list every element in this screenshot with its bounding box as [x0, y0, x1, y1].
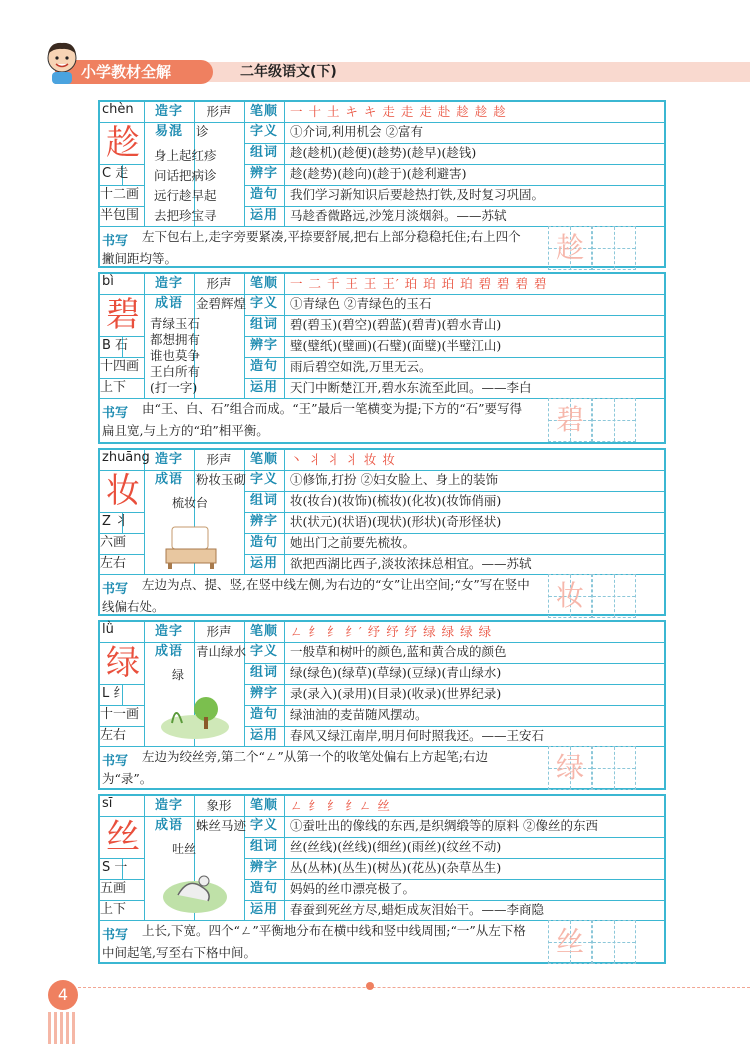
stroke-count: 十四画 [100, 359, 140, 374]
stroke-order: 一 二 千 王 王 王′ 珀 珀 珀 珀 碧 碧 碧 碧 [290, 276, 548, 291]
label-zaozi: 造字 [154, 624, 183, 639]
green-landscape-image [158, 666, 232, 744]
label-shuxie: 书写 [102, 928, 129, 943]
second-value: 诊 [196, 124, 209, 139]
label-zaozi: 造字 [154, 276, 183, 291]
pinyin: chèn [102, 102, 134, 117]
label-bianzi: 辨字 [249, 514, 278, 529]
practice-grid: 趁 [548, 226, 592, 270]
label-zuci: 组词 [249, 317, 278, 332]
stroke-count: 五画 [100, 881, 127, 896]
label-shuxie: 书写 [102, 406, 129, 421]
page-header [0, 58, 750, 86]
usage-quote: 马趁香微路远,沙笼月淡烟斜。——苏轼 [290, 208, 507, 223]
main-character: 妆 [106, 471, 140, 511]
practice-grid: 绿 [548, 746, 592, 790]
page-number: 4 [48, 980, 78, 1010]
second-value: 青山绿水 [196, 644, 247, 659]
riddle-line: 谁也莫争 [150, 348, 201, 363]
label-zuci: 组词 [249, 493, 278, 508]
distinguish: 璧(璧纸)(璧画)(石璧)(面璧)(半璧江山) [290, 338, 502, 353]
zaozi-value: 形声 [206, 276, 232, 291]
example-sentence: 妈妈的丝巾漂亮极了。 [290, 881, 416, 896]
character-card-bi [98, 272, 666, 444]
riddle-line: 王白所有 [150, 364, 201, 379]
character-card-zhuang [98, 448, 666, 616]
main-character: 丝 [106, 817, 140, 857]
stroke-order: 一 十 土 キ キ 走 走 走 赴 趁 趁 趁 [290, 104, 507, 119]
label-second: 易混 [154, 124, 183, 139]
book-title: 二年级语文(下) [240, 64, 337, 80]
writing-tip: 左下包右上,走字旁要紧凑,平捺要舒展,把右上部分稳稳托住;右上四个撇间距均等。 [102, 229, 521, 266]
stroke-count: 十二画 [100, 187, 140, 202]
zaozi-value: 象形 [206, 798, 232, 813]
label-zuci: 组词 [249, 839, 278, 854]
second-value: 蛛丝马迹 [196, 818, 247, 833]
label-zaoju: 造句 [249, 359, 278, 374]
practice-grid-empty [592, 920, 636, 964]
silkworm-image [158, 840, 232, 918]
word-groups: 丝(丝线)(丝线)(细丝)(雨丝)(纹丝不动) [290, 839, 502, 854]
word-groups: 妆(妆台)(妆饰)(梳妆)(化妆)(妆饰俏丽) [290, 493, 502, 508]
dressing-table-image [158, 494, 228, 572]
practice-grid: 丝 [548, 920, 592, 964]
footer-stripes [48, 1012, 78, 1044]
radical: S 一 [102, 860, 128, 875]
main-character: 绿 [106, 643, 140, 683]
radical: B 石 [102, 338, 129, 353]
meaning: ①蚕吐出的像线的东西,是织绸缎等的原料 ②像丝的东西 [290, 818, 598, 833]
distinguish: 丛(丛林)(丛生)(树丛)(花丛)(杂草丛生) [290, 860, 502, 875]
second-value: 金碧辉煌 [196, 296, 247, 311]
distinguish: 状(状元)(状语)(现状)(形状)(奇形怪状) [290, 514, 502, 529]
practice-grid: 碧 [548, 398, 592, 442]
label-bianzi: 辨字 [249, 166, 278, 181]
writing-tip: 由“王、白、石”组合而成。“王”最后一笔横变为提;下方的“石”要写得扁且宽,与上方的“珀”相平衡。 [102, 401, 523, 438]
radical: L 纟 [102, 686, 127, 701]
meaning: ①青绿色 ②青绿色的玉石 [290, 296, 432, 311]
structure: 左右 [100, 556, 127, 571]
structure: 上下 [100, 380, 127, 395]
riddle-line: 青绿玉石 [150, 316, 201, 331]
stroke-order: 丶 丬 丬 丬 妆 妆 [290, 452, 396, 467]
label-bishun: 笔顺 [249, 104, 278, 119]
stroke-count: 六画 [100, 535, 127, 550]
label-bishun: 笔顺 [249, 452, 278, 467]
word-groups: 碧(碧玉)(碧空)(碧蓝)(碧青)(碧水青山) [290, 317, 502, 332]
example-sentence: 绿油油的麦苗随风摆动。 [290, 707, 428, 722]
label-bianzi: 辨字 [249, 338, 278, 353]
practice-grid-empty [592, 226, 636, 270]
image-caption: 梳妆台 [172, 496, 209, 510]
image-caption: 绿 [172, 668, 185, 682]
meaning: ①修饰,打扮 ②妇女脸上、身上的装饰 [290, 472, 498, 487]
zaozi-value: 形声 [206, 104, 232, 119]
second-value: 粉妆玉砌 [196, 472, 247, 487]
meaning: ①介词,利用机会 ②富有 [290, 124, 423, 139]
label-zixi: 字义 [249, 124, 278, 139]
practice-grid-empty [592, 574, 636, 618]
riddle-line: 问话把病诊 [154, 168, 217, 183]
structure: 半包围 [100, 208, 140, 223]
meaning: 一般草和树叶的颜色,蓝和黄合成的颜色 [290, 644, 507, 659]
word-groups: 趁(趁机)(趁便)(趁势)(趁早)(趁钱) [290, 145, 477, 160]
stroke-order: ㄥ 纟 纟 纟′ 纾 纾 纾 绿 绿 绿 绿 [290, 624, 493, 639]
footer-line [78, 987, 750, 988]
distinguish: 趁(趁势)(趁向)(趁于)(趁利避害) [290, 166, 467, 181]
label-zaozi: 造字 [154, 452, 183, 467]
zaozi-value: 形声 [206, 452, 232, 467]
label-bianzi: 辨字 [249, 686, 278, 701]
label-second: 成语 [154, 296, 183, 311]
example-sentence: 雨后碧空如洗,万里无云。 [290, 359, 432, 374]
riddle-line: 去把珍宝寻 [154, 208, 217, 223]
label-bishun: 笔顺 [249, 624, 278, 639]
label-zaoju: 造句 [249, 187, 278, 202]
structure: 上下 [100, 902, 127, 917]
main-character: 碧 [106, 295, 140, 335]
series-banner: 小学教材全解 [55, 60, 213, 84]
label-bianzi: 辨字 [249, 860, 278, 875]
practice-grid: 妆 [548, 574, 592, 618]
writing-tip: 左边为点、提、竖,在竖中线左侧,为右边的“女”让出空间;“女”写在竖中线偏右处。 [102, 577, 530, 614]
structure: 左右 [100, 728, 127, 743]
riddle-line: (打一字) [150, 380, 198, 395]
character-card-chen [98, 100, 666, 268]
label-second: 成语 [154, 472, 183, 487]
usage-quote: 天门中断楚江开,碧水东流至此回。——李白 [290, 380, 532, 395]
label-second: 成语 [154, 644, 183, 659]
usage-quote: 欲把西湖比西子,淡妆浓抹总相宜。——苏轼 [290, 556, 532, 571]
footer-dot [366, 982, 374, 990]
image-caption: 吐丝 [172, 842, 197, 856]
practice-grid-empty [592, 398, 636, 442]
riddle-line: 身上起红疹 [154, 148, 217, 163]
label-yunyong: 运用 [249, 556, 278, 571]
label-bishun: 笔顺 [249, 798, 278, 813]
label-zixi: 字义 [249, 296, 278, 311]
character-card-lv [98, 620, 666, 790]
riddle [150, 316, 200, 396]
pinyin: zhuāng [102, 450, 150, 465]
writing-tip: 上长,下宽。四个“ㄥ”平衡地分布在横中线和竖中线周围;“一”从左下格中间起笔,写至右下格中间。 [102, 923, 526, 960]
label-yunyong: 运用 [249, 728, 278, 743]
label-zaoju: 造句 [249, 881, 278, 896]
practice-grid-empty [592, 746, 636, 790]
label-zuci: 组词 [249, 145, 278, 160]
label-yunyong: 运用 [249, 380, 278, 395]
pinyin: sī [102, 796, 113, 811]
label-zixi: 字义 [249, 818, 278, 833]
pinyin: lǜ [102, 622, 114, 637]
label-yunyong: 运用 [249, 208, 278, 223]
label-yunyong: 运用 [249, 902, 278, 917]
label-bishun: 笔顺 [249, 276, 278, 291]
usage-quote: 春蚕到死丝方尽,蜡炬成灰泪始干。——李商隐 [290, 902, 544, 917]
label-shuxie: 书写 [102, 754, 129, 769]
mascot-boy-icon [40, 40, 84, 86]
label-zaozi: 造字 [154, 798, 183, 813]
label-shuxie: 书写 [102, 582, 129, 597]
label-zaoju: 造句 [249, 535, 278, 550]
riddle-line: 都想拥有 [150, 332, 201, 347]
pinyin: bì [102, 274, 114, 289]
main-character: 趁 [106, 123, 140, 163]
label-zaoju: 造句 [249, 707, 278, 722]
label-second: 成语 [154, 818, 183, 833]
stroke-order: ㄥ 纟 纟 纟ㄥ 丝 [290, 798, 391, 813]
radical: C 走 [102, 166, 129, 181]
word-groups: 绿(绿色)(绿草)(草绿)(豆绿)(青山绿水) [290, 665, 502, 680]
stroke-count: 十一画 [100, 707, 140, 722]
distinguish: 录(录入)(录用)(目录)(收录)(世界纪录) [290, 686, 502, 701]
example-sentence: 我们学习新知识后要趁热打铁,及时复习巩固。 [290, 187, 544, 202]
radical: Z 丬 [102, 514, 129, 529]
writing-tip: 左边为绞丝旁,第二个“ㄥ”从第一个的收笔处偏右上方起笔;右边为“录”。 [102, 749, 488, 786]
usage-quote: 春风又绿江南岸,明月何时照我还。——王安石 [290, 728, 544, 743]
label-zuci: 组词 [249, 665, 278, 680]
example-sentence: 她出门之前要先梳妆。 [290, 535, 416, 550]
riddle [154, 146, 217, 226]
label-zixi: 字义 [249, 472, 278, 487]
riddle-line: 远行趁早起 [154, 188, 217, 203]
zaozi-value: 形声 [206, 624, 232, 639]
label-zaozi: 造字 [154, 104, 183, 119]
label-shuxie: 书写 [102, 234, 129, 249]
character-card-si [98, 794, 666, 964]
label-zixi: 字义 [249, 644, 278, 659]
